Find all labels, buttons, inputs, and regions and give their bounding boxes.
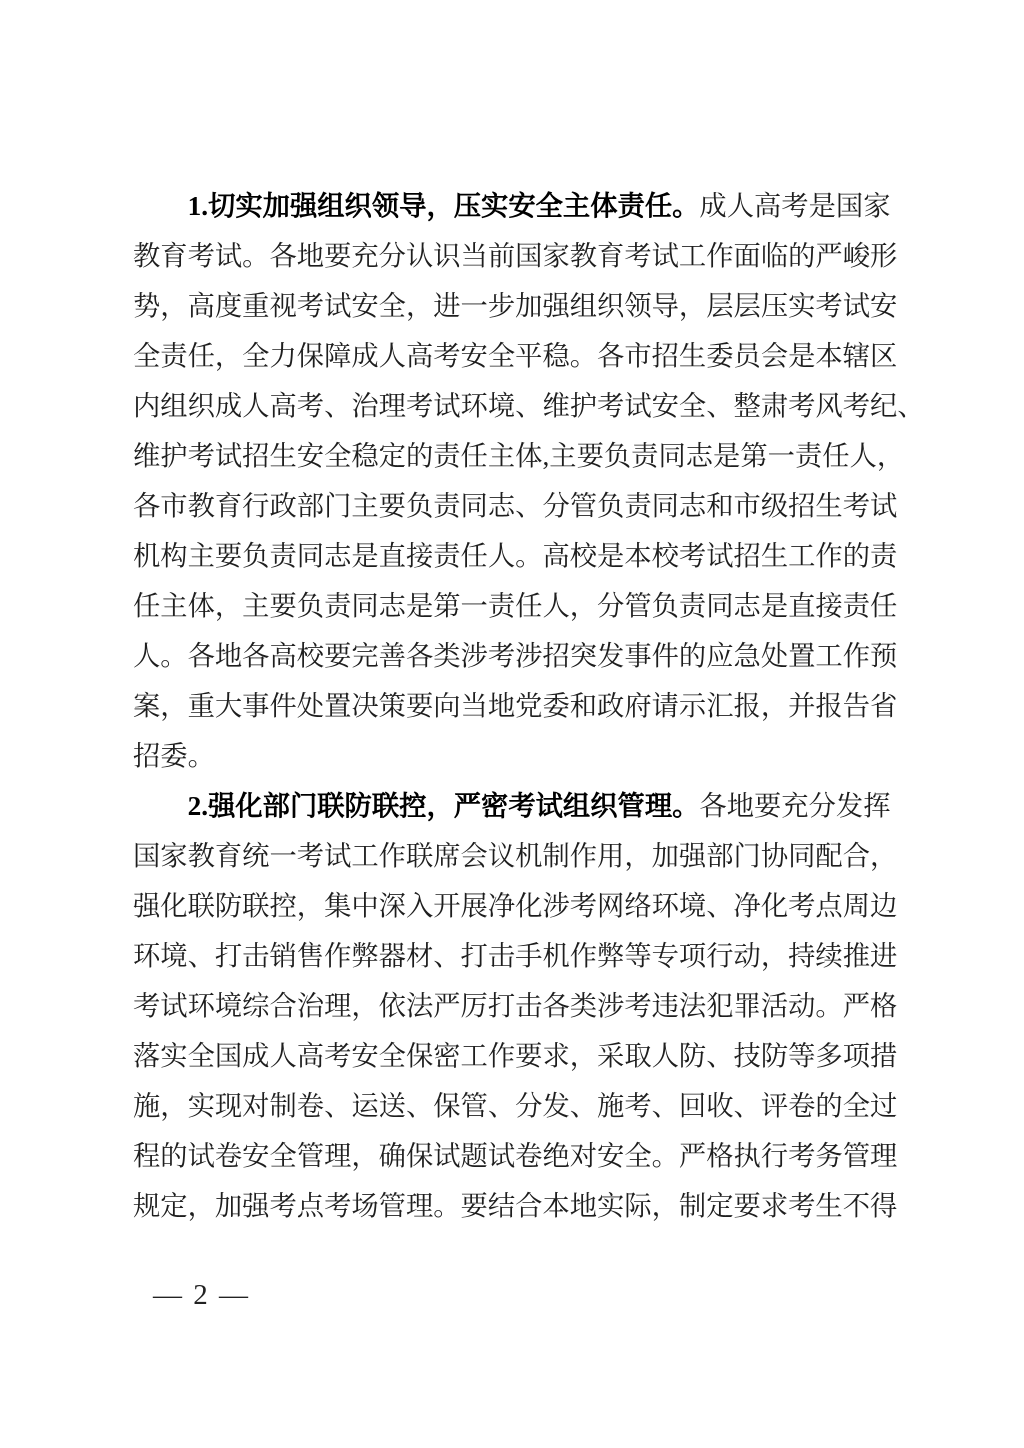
paragraph-line: 环境、打击销售作弊器材、打击手机作弊等专项行动，持续推进 [133,941,898,971]
paragraph-line: 案，重大事件处置决策要向当地党委和政府请示汇报，并报告省 [133,691,898,721]
paragraph-line: 维护考试招生安全稳定的责任主体,主要负责同志是第一责任人， [133,441,905,471]
paragraph-2-first-line [133,781,899,831]
paragraph-line: 任主体，主要负责同志是第一责任人，分管负责同志是直接责任 [133,591,898,621]
paragraph-2-first-line-text: 各地要充分发挥 [699,791,891,821]
paragraph-line: 招委。 [133,741,215,771]
paragraph-line: 程的试卷安全管理，确保试题试卷绝对安全。严格执行考务管理 [133,1141,898,1171]
paragraph-2-heading: 2.强化部门联防联控，严密考试组织管理。 [187,791,700,821]
paragraph-line: 落实全国成人高考安全保密工作要求，采取人防、技防等多项措 [133,1041,898,1071]
paragraph-1 [133,181,925,781]
paragraph-1-heading: 1.切实加强组织领导，压实安全主体责任。 [187,191,700,221]
paragraph-line: 人。各地各高校要完善各类涉考涉招突发事件的应急处置工作预 [133,641,898,671]
paragraph-line: 国家教育统一考试工作联席会议机制作用，加强部门协同配合， [133,841,898,871]
paragraph-line: 强化联防联控，集中深入开展净化涉考网络环境、净化考点周边 [133,891,898,921]
paragraph-line: 内组织成人高考、治理考试环境、维护考试安全、整肃考风考纪、 [133,391,925,421]
paragraph-1-first-line [133,181,899,231]
page-number: — 2 — [153,1279,250,1311]
paragraph-line: 机构主要负责同志是直接责任人。高校是本校考试招生工作的责 [133,541,898,571]
paragraph-line: 规定，加强考点考场管理。要结合本地实际，制定要求考生不得 [133,1191,898,1221]
document-text [133,181,925,1231]
paragraph-line: 全责任，全力保障成人高考安全平稳。各市招生委员会是本辖区 [133,341,898,371]
paragraph-2 [133,781,899,1231]
paragraph-line: 施，实现对制卷、运送、保管、分发、施考、回收、评卷的全过 [133,1091,898,1121]
paragraph-line: 教育考试。各地要充分认识当前国家教育考试工作面临的严峻形 [133,241,898,271]
paragraph-1-first-line-text: 成人高考是国家 [699,191,891,221]
paragraph-line: 各市教育行政部门主要负责同志、分管负责同志和市级招生考试 [133,491,898,521]
paragraph-line: 势，高度重视考试安全，进一步加强组织领导，层层压实考试安 [133,291,898,321]
paragraph-line: 考试环境综合治理，依法严厉打击各类涉考违法犯罪活动。严格 [133,991,898,1021]
